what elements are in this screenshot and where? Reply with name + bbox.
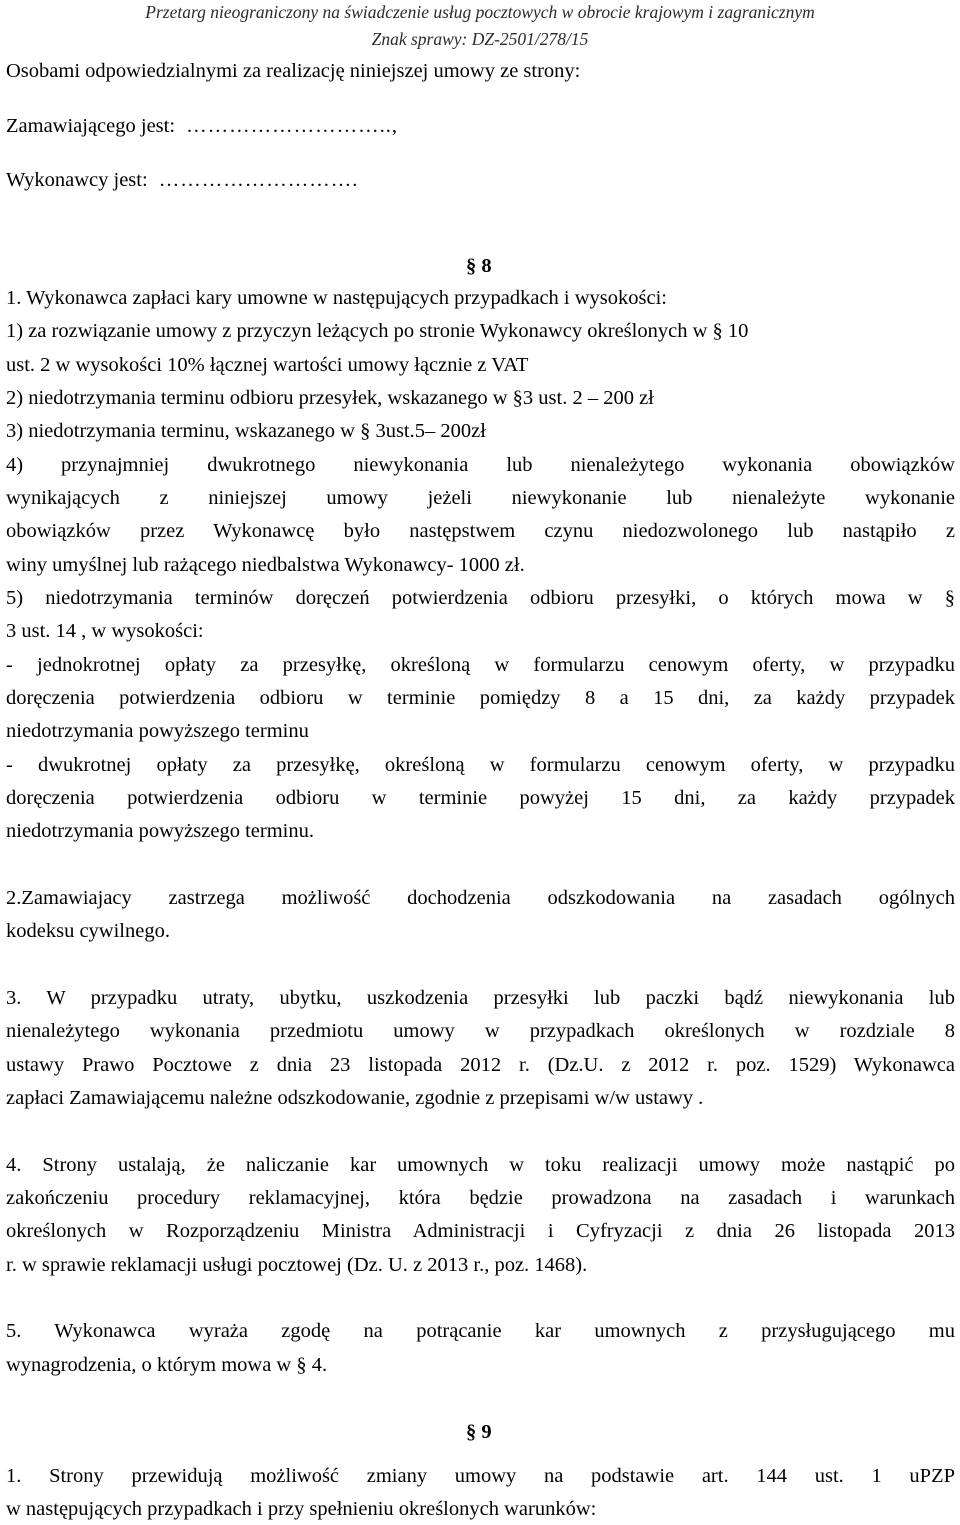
s8-line: - jednokrotnej opłaty za przesyłkę, określoną w formularzu cenowym oferty, w przypadku [6, 654, 955, 676]
s8-para3-line: zapłaci Zamawiającemu należne odszkodowanie, zgodnie z przepisami w/w ustawy . [6, 1087, 704, 1109]
client-contact-line [6, 116, 398, 137]
contractor-value: ………………………. [158, 169, 359, 191]
contractor-contact-line [6, 170, 358, 191]
client-label: Zamawiającego jest: [6, 115, 176, 137]
s8-line: 4) przynajmniej dwukrotnego niewykonania lub nienależytego wykonania obowiązków [6, 454, 955, 476]
s8-para2-line: kodeksu cywilnego. [6, 920, 170, 942]
section-8-heading: § 8 [466, 255, 492, 277]
s8-line: 3) niedotrzymania terminu, wskazanego w § 3ust.5– 200zł [6, 420, 486, 442]
client-value: ……………………….., [186, 115, 399, 137]
s8-line: niedotrzymania powyższego terminu [6, 720, 309, 742]
s8-line: winy umyślnej lub rażącego niedbalstwa Wykonawcy- 1000 zł. [6, 554, 525, 576]
contractor-label: Wykonawcy jest: [6, 169, 148, 191]
s8-para3-line: nienależytego wykonania przedmiotu umowy w przypadkach określonych w rozdziale 8 [6, 1020, 955, 1042]
s8-line: doręczenia potwierdzenia odbioru w terminie pomiędzy 8 a 15 dni, za każdy przypadek [6, 687, 955, 709]
s8-line: 5) niedotrzymania terminów doręczeń potwierdzenia odbioru przesyłki, o których mowa w § [6, 587, 955, 609]
s8-para5-line: wynagrodzenia, o którym mowa w § 4. [6, 1354, 328, 1376]
s8-para4-line: określonych w Rozporządzeniu Ministra Administracji i Cyfryzacji z dnia 26 listopada 2013 [6, 1220, 955, 1242]
s8-para4-line: zakończeniu procedury reklamacyjnej, która będzie prowadzona na zasadach i warunkach [6, 1187, 955, 1209]
s8-para3-line: 3. W przypadku utraty, ubytku, uszkodzenia przesyłki lub paczki bądź niewykonania lub [6, 987, 955, 1009]
s8-line: 1. Wykonawca zapłaci kary umowne w następujących przypadkach i wysokości: [6, 287, 667, 309]
s8-line: niedotrzymania powyższego terminu. [6, 820, 314, 842]
s8-line: 2) niedotrzymania terminu odbioru przesyłek, wskazanego w §3 ust. 2 – 200 zł [6, 387, 654, 409]
s8-para4-line: 4. Strony ustalają, że naliczanie kar umownych w toku realizacji umowy może nastąpić po [6, 1154, 955, 1176]
s8-line: 1) za rozwiązanie umowy z przyczyn leżących po stronie Wykonawcy określonych w § 10 [6, 320, 749, 342]
s8-para5-line: 5. Wykonawca wyraża zgodę na potrącanie kar umownych z przysługującego mu [6, 1320, 955, 1342]
s9-line: 1. Strony przewidują możliwość zmiany umowy na podstawie art. 144 ust. 1 uPZP [6, 1465, 955, 1487]
s8-line: - dwukrotnej opłaty za przesyłkę, określoną w formularzu cenowym oferty, w przypadku [6, 754, 955, 776]
s8-para3-line: ustawy Prawo Pocztowe z dnia 23 listopada 2012 r. (Dz.U. z 2012 r. poz. 1529) Wykonawca [6, 1054, 955, 1076]
s8-line: doręczenia potwierdzenia odbioru w terminie powyżej 15 dni, za każdy przypadek [6, 787, 955, 809]
document-header-title: Przetarg nieograniczony na świadczenie usług pocztowych w obrocie krajowym i zagranicznym [145, 2, 815, 22]
s8-para2-line: 2.Zamawiajacy zastrzega możliwość dochodzenia odszkodowania na zasadach ogólnych [6, 887, 955, 909]
s8-line: obowiązków przez Wykonawcę było następstwem czynu niedozwolonego lub nastąpiło z [6, 520, 955, 542]
responsible-persons-heading: Osobami odpowiedzialnymi za realizację niniejszej umowy ze strony: [6, 60, 581, 82]
s8-line: wynikających z niniejszej umowy jeżeli niewykonanie lub nienależyte wykonanie [6, 487, 955, 509]
s8-para4-line: r. w sprawie reklamacji usługi pocztowej (Dz. U. z 2013 r., poz. 1468). [6, 1254, 588, 1276]
section-9-heading: § 9 [466, 1421, 492, 1443]
s8-line: ust. 2 w wysokości 10% łącznej wartości umowy łącznie z VAT [6, 354, 529, 376]
document-case-number: Znak sprawy: DZ-2501/278/15 [371, 29, 589, 49]
s8-line: 3 ust. 14 , w wysokości: [6, 620, 204, 642]
s9-line: w następujących przypadkach i przy spełnieniu określonych warunków: [6, 1498, 597, 1520]
